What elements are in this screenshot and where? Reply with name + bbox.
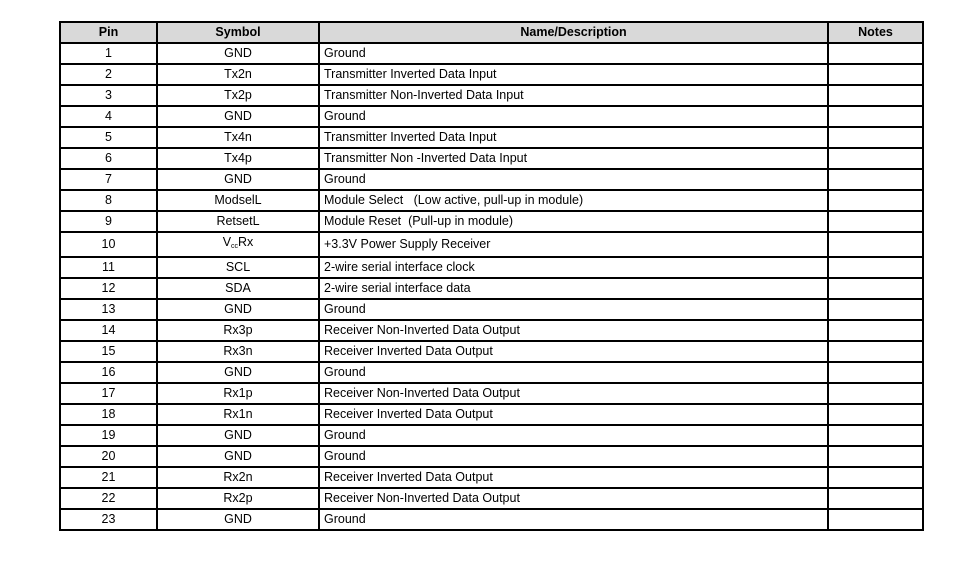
pin-number-cell: 11 <box>60 257 157 278</box>
pin-number-cell: 20 <box>60 446 157 467</box>
notes-cell <box>828 446 923 467</box>
table-row <box>60 341 923 362</box>
symbol-cell: GND <box>157 299 319 320</box>
table-row <box>60 257 923 278</box>
table-row <box>60 362 923 383</box>
table-body <box>60 43 923 530</box>
notes-cell <box>828 211 923 232</box>
symbol-cell: Rx1n <box>157 404 319 425</box>
description-cell: Ground <box>319 446 828 467</box>
pin-number-cell: 7 <box>60 169 157 190</box>
symbol-cell <box>157 232 319 257</box>
pin-number-cell: 3 <box>60 85 157 106</box>
table-row <box>60 383 923 404</box>
description-cell: Module Reset (Pull-up in module) <box>319 211 828 232</box>
notes-cell <box>828 127 923 148</box>
symbol-cell: SDA <box>157 278 319 299</box>
description-cell: Transmitter Inverted Data Input <box>319 127 828 148</box>
notes-cell <box>828 257 923 278</box>
notes-cell <box>828 467 923 488</box>
description-cell: Receiver Non-Inverted Data Output <box>319 383 828 404</box>
pin-number-cell: 23 <box>60 509 157 530</box>
description-cell: Ground <box>319 425 828 446</box>
pin-number-cell: 14 <box>60 320 157 341</box>
pin-number-cell: 1 <box>60 43 157 64</box>
description-cell: +3.3V Power Supply Receiver <box>319 232 828 257</box>
symbol-cell: SCL <box>157 257 319 278</box>
description-cell: Transmitter Non-Inverted Data Input <box>319 85 828 106</box>
pin-number-cell: 6 <box>60 148 157 169</box>
pin-number-cell: 8 <box>60 190 157 211</box>
notes-cell <box>828 488 923 509</box>
pin-number-cell: 10 <box>60 232 157 257</box>
table-row <box>60 211 923 232</box>
table-row <box>60 404 923 425</box>
description-cell: 2-wire serial interface clock <box>319 257 828 278</box>
pin-assignment-table <box>59 21 924 531</box>
notes-cell <box>828 425 923 446</box>
pin-number-cell: 19 <box>60 425 157 446</box>
notes-cell <box>828 64 923 85</box>
symbol-cell: ModselL <box>157 190 319 211</box>
symbol-cell: Tx4p <box>157 148 319 169</box>
symbol-cell: Tx4n <box>157 127 319 148</box>
header-notes: Notes <box>828 22 923 43</box>
description-cell: Receiver Inverted Data Output <box>319 404 828 425</box>
pin-number-cell: 13 <box>60 299 157 320</box>
symbol-cell: GND <box>157 169 319 190</box>
pin-number-cell: 5 <box>60 127 157 148</box>
notes-cell <box>828 85 923 106</box>
symbol-cell: Rx2n <box>157 467 319 488</box>
table-row <box>60 43 923 64</box>
description-cell: 2-wire serial interface data <box>319 278 828 299</box>
symbol-tail: Rx <box>238 235 254 249</box>
symbol-cell: Rx1p <box>157 383 319 404</box>
pin-number-cell: 12 <box>60 278 157 299</box>
table-row <box>60 169 923 190</box>
notes-cell <box>828 278 923 299</box>
pin-number-cell: 15 <box>60 341 157 362</box>
header-symbol: Symbol <box>157 22 319 43</box>
symbol-cell: GND <box>157 425 319 446</box>
symbol-cell: Tx2p <box>157 85 319 106</box>
table-row <box>60 467 923 488</box>
symbol-main: V <box>222 235 232 249</box>
notes-cell <box>828 190 923 211</box>
symbol-cell: GND <box>157 106 319 127</box>
notes-cell <box>828 169 923 190</box>
header-description: Name/Description <box>319 22 828 43</box>
table-row <box>60 425 923 446</box>
description-cell: Ground <box>319 169 828 190</box>
table-row <box>60 64 923 85</box>
table-row <box>60 148 923 169</box>
symbol-cell: GND <box>157 509 319 530</box>
symbol-cell: GND <box>157 43 319 64</box>
header-pin: Pin <box>60 22 157 43</box>
notes-cell <box>828 320 923 341</box>
symbol-cell: RetsetL <box>157 211 319 232</box>
symbol-cell: GND <box>157 446 319 467</box>
symbol-cell: GND <box>157 362 319 383</box>
symbol-subscript: cc <box>231 243 239 250</box>
pin-number-cell: 9 <box>60 211 157 232</box>
table-row <box>60 446 923 467</box>
pin-number-cell: 16 <box>60 362 157 383</box>
notes-cell <box>828 404 923 425</box>
pin-number-cell: 2 <box>60 64 157 85</box>
symbol-cell: Tx2n <box>157 64 319 85</box>
description-cell: Ground <box>319 299 828 320</box>
description-cell: Module Select (Low active, pull-up in module) <box>319 190 828 211</box>
pin-number-cell: 18 <box>60 404 157 425</box>
notes-cell <box>828 362 923 383</box>
notes-cell <box>828 341 923 362</box>
symbol-cell: Rx3p <box>157 320 319 341</box>
table-row <box>60 127 923 148</box>
table-row <box>60 106 923 127</box>
table-row <box>60 320 923 341</box>
notes-cell <box>828 299 923 320</box>
description-cell: Ground <box>319 43 828 64</box>
table-row <box>60 278 923 299</box>
notes-cell <box>828 232 923 257</box>
notes-cell <box>828 148 923 169</box>
table-header-row <box>60 22 923 43</box>
pin-number-cell: 4 <box>60 106 157 127</box>
pin-number-cell: 17 <box>60 383 157 404</box>
table-row <box>60 232 923 257</box>
description-cell: Receiver Non-Inverted Data Output <box>319 488 828 509</box>
pin-number-cell: 22 <box>60 488 157 509</box>
description-cell: Receiver Inverted Data Output <box>319 341 828 362</box>
description-cell: Ground <box>319 106 828 127</box>
description-cell: Ground <box>319 509 828 530</box>
description-cell: Ground <box>319 362 828 383</box>
symbol-cell: Rx2p <box>157 488 319 509</box>
description-cell: Transmitter Inverted Data Input <box>319 64 828 85</box>
pin-number-cell: 21 <box>60 467 157 488</box>
table-row <box>60 509 923 530</box>
table-row <box>60 85 923 106</box>
notes-cell <box>828 43 923 64</box>
symbol-cell: Rx3n <box>157 341 319 362</box>
description-cell: Receiver Inverted Data Output <box>319 467 828 488</box>
description-cell: Receiver Non-Inverted Data Output <box>319 320 828 341</box>
table-row <box>60 299 923 320</box>
notes-cell <box>828 106 923 127</box>
notes-cell <box>828 509 923 530</box>
description-cell: Transmitter Non -Inverted Data Input <box>319 148 828 169</box>
table-row <box>60 488 923 509</box>
table-row <box>60 190 923 211</box>
notes-cell <box>828 383 923 404</box>
